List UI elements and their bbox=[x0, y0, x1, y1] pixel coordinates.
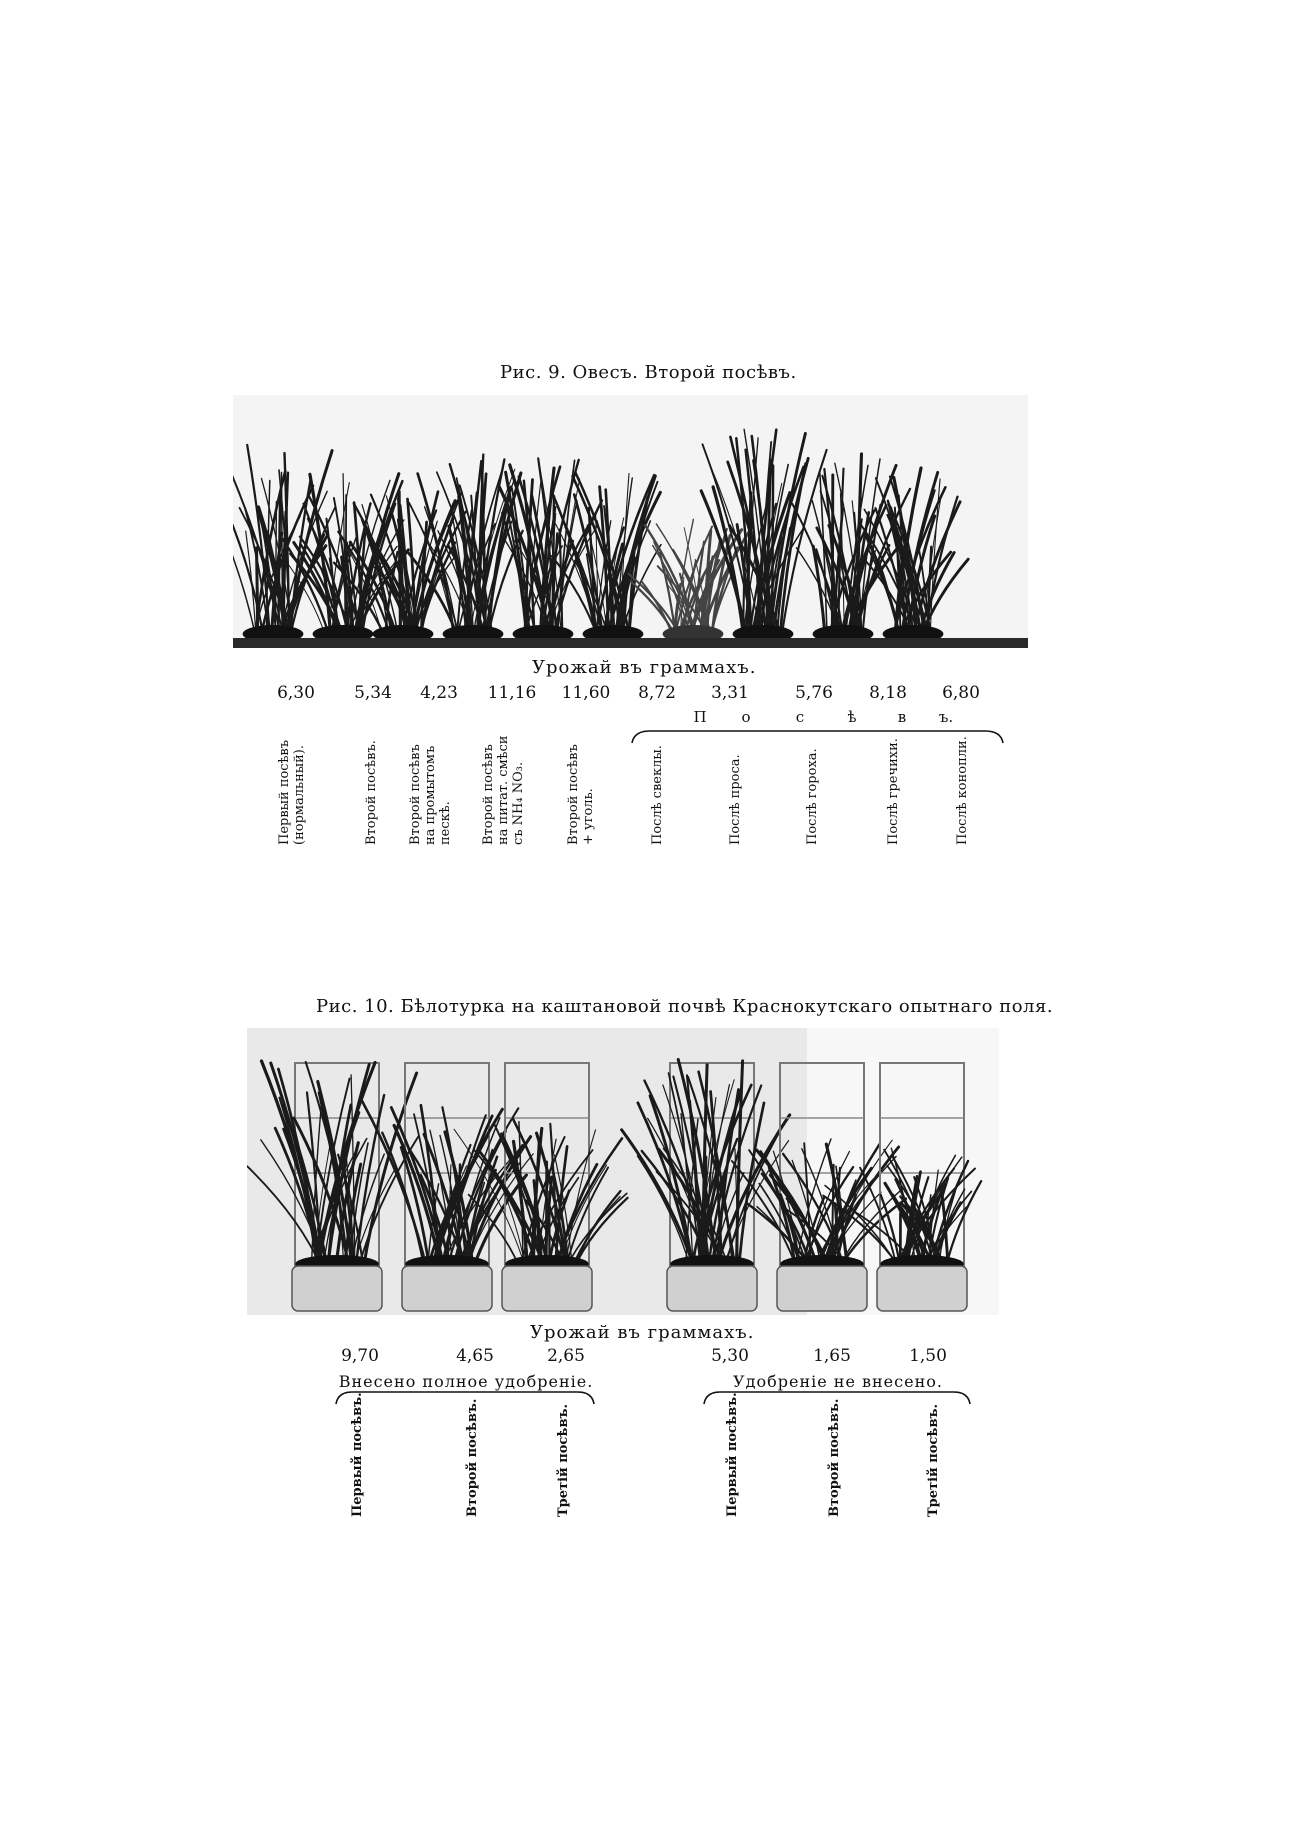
fig9-label: Послѣ свеклы. bbox=[650, 745, 665, 845]
oat-plants-image bbox=[233, 395, 1028, 648]
fig9-caption: Рис. 9. Овесъ. Второй посѣвъ. bbox=[500, 362, 797, 383]
fig9-label: Первый посѣвъ (нормальный). bbox=[277, 739, 307, 845]
fig9-value: 6,80 bbox=[942, 683, 980, 703]
fig9-group-letter: П bbox=[690, 708, 709, 726]
fig9-label: Послѣ гречихи. bbox=[886, 738, 901, 845]
fig10-photo bbox=[247, 1028, 999, 1315]
fig10-label: Первый посѣвъ. bbox=[350, 1392, 365, 1517]
fig9-label: Послѣ конопли. bbox=[955, 736, 970, 845]
fig9-group-letter: в bbox=[895, 708, 909, 726]
fig9-value: 5,34 bbox=[354, 683, 392, 703]
fig10-yield-title: Урожай въ граммахъ. bbox=[530, 1322, 755, 1343]
fig10-label: Второй посѣвъ. bbox=[827, 1398, 842, 1517]
fig9-group-letter: о bbox=[738, 708, 753, 726]
fig9-value: 3,31 bbox=[711, 683, 749, 703]
fig9-label: Второй посѣвъ + уголь. bbox=[566, 744, 596, 845]
fig9-group-letter: с bbox=[793, 708, 807, 726]
fig10-label: Третій посѣвъ. bbox=[556, 1404, 571, 1517]
fig9-label: Послѣ проса. bbox=[728, 754, 743, 845]
fig10-group-left: Внесено полное удобреніе. bbox=[335, 1372, 598, 1391]
fig9-value: 6,30 bbox=[277, 683, 315, 703]
fig10-caption: Рис. 10. Бѣлотурка на каштановой почвѣ Краснокутскаго опытнаго поля. bbox=[316, 996, 1054, 1017]
fig9-label: Второй посѣвъ на промытомъ пескѣ. bbox=[408, 744, 453, 845]
fig9-value: 4,23 bbox=[420, 683, 458, 703]
fig10-label: Второй посѣвъ. bbox=[465, 1398, 480, 1517]
fig10-group-right: Удобреніе не внесено. bbox=[729, 1372, 947, 1391]
beloturka-pots-image bbox=[247, 1028, 999, 1315]
fig10-value: 1,65 bbox=[813, 1346, 851, 1366]
fig9-label: Послѣ гороха. bbox=[805, 748, 820, 845]
fig9-yield-title: Урожай въ граммахъ. bbox=[532, 657, 757, 678]
fig10-value: 2,65 bbox=[547, 1346, 585, 1366]
fig9-label: Второй посѣвъ на питат. смѣси съ NH₄ NO₃. bbox=[481, 735, 526, 845]
fig10-value: 5,30 bbox=[711, 1346, 749, 1366]
fig9-value: 5,76 bbox=[795, 683, 833, 703]
fig9-value: 8,72 bbox=[638, 683, 676, 703]
fig9-value: 11,16 bbox=[487, 683, 537, 703]
fig10-label: Первый посѣвъ. bbox=[725, 1392, 740, 1517]
fig9-photo bbox=[233, 395, 1028, 648]
fig10-label: Третій посѣвъ. bbox=[926, 1404, 941, 1517]
fig9-label: Второй посѣвъ. bbox=[364, 740, 379, 845]
fig9-value: 8,18 bbox=[869, 683, 907, 703]
fig9-group-letter: ѣ bbox=[844, 708, 859, 726]
fig9-value: 11,60 bbox=[561, 683, 611, 703]
fig10-value: 1,50 bbox=[909, 1346, 947, 1366]
fig9-group-letter: ъ. bbox=[936, 708, 956, 726]
fig10-value: 4,65 bbox=[456, 1346, 494, 1366]
fig10-value: 9,70 bbox=[341, 1346, 379, 1366]
